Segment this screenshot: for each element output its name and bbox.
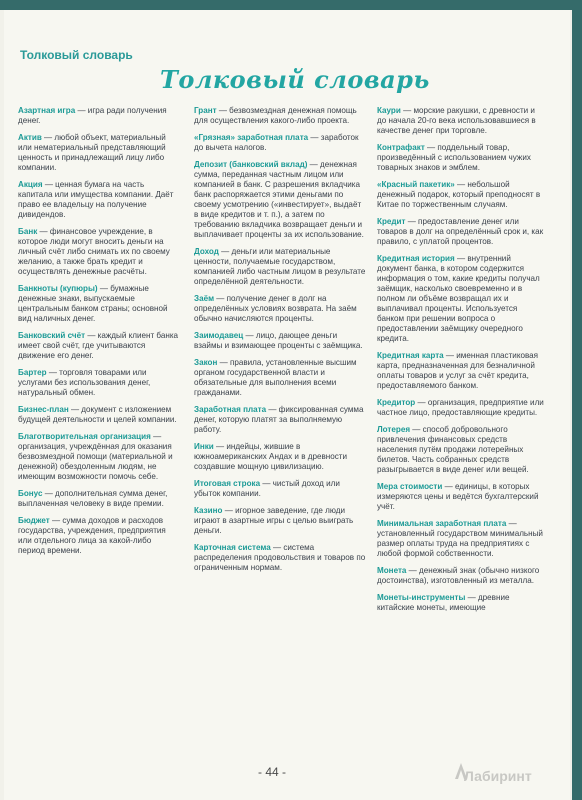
glossary-term: Итоговая строка bbox=[194, 479, 261, 488]
glossary-term: Бартер bbox=[18, 368, 47, 377]
glossary-entry bbox=[18, 489, 180, 509]
glossary-term: Актив bbox=[18, 133, 42, 142]
glossary-entry bbox=[377, 217, 545, 247]
glossary-entry bbox=[194, 160, 366, 240]
glossary-entry bbox=[377, 180, 545, 210]
glossary-term: Заработная плата bbox=[194, 405, 267, 414]
glossary-entry bbox=[18, 368, 180, 398]
glossary-entry bbox=[194, 247, 366, 287]
glossary-column-1 bbox=[18, 106, 180, 563]
glossary-entry bbox=[194, 506, 366, 536]
glossary-entry bbox=[18, 331, 180, 361]
glossary-term: «Грязная» заработная плата bbox=[194, 133, 309, 142]
glossary-term: Казино bbox=[194, 506, 223, 515]
glossary-term: Монета bbox=[377, 566, 407, 575]
glossary-definition: — денежная сумма, переданная частным лицом или компанией в банк. С разрешения вкладчика банк распоряжается этими деньгами по своему усмотрению («инвестирует», выдаёт в виде кредитов и т. п.), а затем по требованию вкладчика возвращает деньги и выплачивает проценты за их использование. bbox=[194, 160, 364, 239]
glossary-definition: — поддельный товар, произведённый с использованием чужих товарных знаков и эмблем. bbox=[377, 143, 531, 172]
glossary-definition: — единицы, в которых измеряются цены и ведётся бухгалтерский учёт. bbox=[377, 482, 539, 511]
glossary-entry bbox=[18, 106, 180, 126]
glossary-definition: — игра ради получения денег. bbox=[18, 106, 167, 125]
glossary-entry bbox=[377, 519, 545, 559]
glossary-term: Бюджет bbox=[18, 516, 50, 525]
glossary-term: Банк bbox=[18, 227, 38, 236]
glossary-entry bbox=[18, 405, 180, 425]
glossary-entry bbox=[377, 398, 545, 418]
glossary-entry bbox=[377, 254, 545, 344]
glossary-term: Акция bbox=[18, 180, 43, 189]
glossary-definition: — денежный знак (обычно низкого достоинства), изготовленный из металла. bbox=[377, 566, 540, 585]
glossary-term: Лотерея bbox=[377, 425, 411, 434]
glossary-definition: — дополнительная сумма денег, выплаченная человеку в виде премии. bbox=[18, 489, 168, 508]
glossary-definition: — морские ракушки, с древности и до начала 20-го века использовавшиеся в качестве денег при торговле. bbox=[377, 106, 536, 135]
glossary-entry bbox=[194, 543, 366, 573]
glossary-term: Кредитор bbox=[377, 398, 416, 407]
glossary-term: Банковский счёт bbox=[18, 331, 86, 340]
glossary-term: Закон bbox=[194, 358, 218, 367]
glossary-definition: — система распределения продовольствия и товаров по ограниченным нормам. bbox=[194, 543, 366, 572]
glossary-definition: — чистый доход или убыток компании. bbox=[194, 479, 340, 498]
glossary-definition: — документ с изложением будущей деятельности и целей компании. bbox=[18, 405, 177, 424]
glossary-entry bbox=[18, 432, 180, 482]
glossary-definition: — индейцы, жившие в южноамериканских Андах и в древности создавшие мощную цивилизацию. bbox=[194, 442, 348, 471]
glossary-definition: — каждый клиент банка имеет свой счёт, где учитываются движение его денег. bbox=[18, 331, 179, 360]
right-border bbox=[572, 0, 582, 800]
glossary-term: Минимальная заработная плата bbox=[377, 519, 507, 528]
glossary-term: Азартная игра bbox=[18, 106, 76, 115]
glossary-column-2 bbox=[194, 106, 366, 580]
glossary-columns bbox=[4, 106, 570, 746]
glossary-term: Кредит bbox=[377, 217, 406, 226]
glossary-term: Монеты-инструменты bbox=[377, 593, 466, 602]
glossary-definition: — ценная бумага на часть капитала или имущества компании. Даёт право ее владельцу на получение дивидендов. bbox=[18, 180, 174, 219]
glossary-entry bbox=[377, 106, 545, 136]
glossary-term: Кредитная карта bbox=[377, 351, 444, 360]
page-number: - 44 - bbox=[258, 765, 287, 779]
glossary-entry bbox=[194, 294, 366, 324]
glossary-term: Депозит (банковский вклад) bbox=[194, 160, 308, 169]
glossary-entry bbox=[194, 133, 366, 153]
glossary-term: Банкноты (купюры) bbox=[18, 284, 98, 293]
glossary-entry bbox=[194, 358, 366, 398]
glossary-definition: — предоставление денег или товаров в долг на определённый срок и, как правило, с уплатой процентов. bbox=[377, 217, 544, 246]
glossary-entry bbox=[377, 566, 545, 586]
glossary-term: Каури bbox=[377, 106, 401, 115]
glossary-definition: — получение денег в долг на определённых условиях возврата. На заём обычно начисляются проценты. bbox=[194, 294, 357, 323]
glossary-definition: — установленный государством минимальный размер оплаты труда на предприятиях с любой формой собственности. bbox=[377, 519, 543, 558]
glossary-entry bbox=[194, 106, 366, 126]
glossary-term: Мера стоимости bbox=[377, 482, 443, 491]
glossary-definition: — внутренний документ банка, в котором содержится информация о том, какие кредиты получал заёмщик, насколько своевременно и в полном ли объёме возвращал их и выплачивал проценты. Используется банком при решении вопроса о предоставлении заёмщику очередного кредита. bbox=[377, 254, 540, 343]
glossary-term: Заём bbox=[194, 294, 215, 303]
glossary-entry bbox=[18, 133, 180, 173]
glossary-definition: — безвозмездная денежная помощь для осуществления какого-либо проекта. bbox=[194, 106, 357, 125]
glossary-entry bbox=[377, 593, 545, 613]
glossary-entry bbox=[18, 284, 180, 324]
glossary-definition: — организация, предприятие или частное лицо, предоставляющие кредиты. bbox=[377, 398, 544, 417]
glossary-definition: — способ добровольного привлечения финансовых средств населения путём продажи лотерейных билетов. Часть собранных средств разыгрывается в виде денег или вещей. bbox=[377, 425, 529, 474]
glossary-entry bbox=[18, 516, 180, 556]
glossary-entry bbox=[194, 405, 366, 435]
glossary-entry bbox=[194, 479, 366, 499]
glossary-definition: — сумма доходов и расходов государства, учреждения, предприятия или отдельного лица за какой-либо период времени. bbox=[18, 516, 166, 555]
glossary-entry bbox=[18, 180, 180, 220]
glossary-term: Контрафакт bbox=[377, 143, 425, 152]
glossary-term: Инки bbox=[194, 442, 214, 451]
glossary-entry bbox=[377, 425, 545, 475]
glossary-entry bbox=[194, 442, 366, 472]
glossary-definition: — деньги или материальные ценности, получаемые государством, компанией либо частным лицом в результате определённой деятельности. bbox=[194, 247, 366, 286]
glossary-definition: — любой объект, материальный или нематериальный представляющий ценность и принадлежащий лицу либо компании. bbox=[18, 133, 166, 172]
glossary-term: Кредитная история bbox=[377, 254, 455, 263]
glossary-term: Заимодавец bbox=[194, 331, 244, 340]
glossary-definition: — древние китайские монеты, имеющие bbox=[377, 593, 510, 612]
page-title: Толковый словарь bbox=[160, 65, 430, 94]
glossary-definition: — игорное заведение, где люди играют в азартные игры с целью выиграть деньги. bbox=[194, 506, 354, 535]
glossary-term: Грант bbox=[194, 106, 217, 115]
glossary-entry bbox=[18, 227, 180, 277]
section-label: Толковый словарь bbox=[20, 48, 133, 62]
glossary-definition: — финансовое учреждение, в которое люди могут вносить деньги на личный счёт либо снимать их по своему желанию, а также брать кредит и осуществлять денежные расчёты. bbox=[18, 227, 170, 276]
top-border bbox=[0, 0, 582, 10]
glossary-entry bbox=[377, 143, 545, 173]
glossary-entry bbox=[377, 482, 545, 512]
glossary-definition: — фиксированная сумма денег, которую платят за выполняемую работу. bbox=[194, 405, 364, 434]
glossary-term: Благотворительная организация bbox=[18, 432, 151, 441]
glossary-definition: — небольшой денежный подарок, который преподносят в Китае по торжественным случаям. bbox=[377, 180, 541, 209]
page bbox=[4, 10, 570, 800]
glossary-definition: — лицо, дающее деньги взаймы и взимающее проценты с заёмщика. bbox=[194, 331, 363, 350]
glossary-term: Бизнес-план bbox=[18, 405, 69, 414]
glossary-definition: — бумажные денежные знаки, выпускаемые центральным банком страны; основной вид наличных денег. bbox=[18, 284, 168, 323]
glossary-definition: — организация, учреждённая для оказания безвозмездной помощи (материальной и денежной) обездоленным людям, не имеющим возможности помочь себе. bbox=[18, 432, 173, 481]
glossary-definition: — именная пластиковая карта, предназначенная для безналичной оплаты товаров и услуг за счёт кредита, предоставляемого банком. bbox=[377, 351, 539, 390]
glossary-term: Бонус bbox=[18, 489, 43, 498]
glossary-definition: — правила, установленные высшим органом государственной власти и обязательные для выполнения всеми гражданами. bbox=[194, 358, 357, 397]
glossary-term: Карточная система bbox=[194, 543, 271, 552]
glossary-definition: — заработок до вычета налогов. bbox=[194, 133, 359, 152]
glossary-entry bbox=[377, 351, 545, 391]
glossary-definition: — торговля товарами или услугами без использования денег, натуральный обмен. bbox=[18, 368, 151, 397]
glossary-entry bbox=[194, 331, 366, 351]
glossary-term: «Красный пакетик» bbox=[377, 180, 455, 189]
watermark: Лабиринт bbox=[464, 768, 532, 784]
glossary-column-3 bbox=[377, 106, 545, 620]
glossary-term: Доход bbox=[194, 247, 219, 256]
